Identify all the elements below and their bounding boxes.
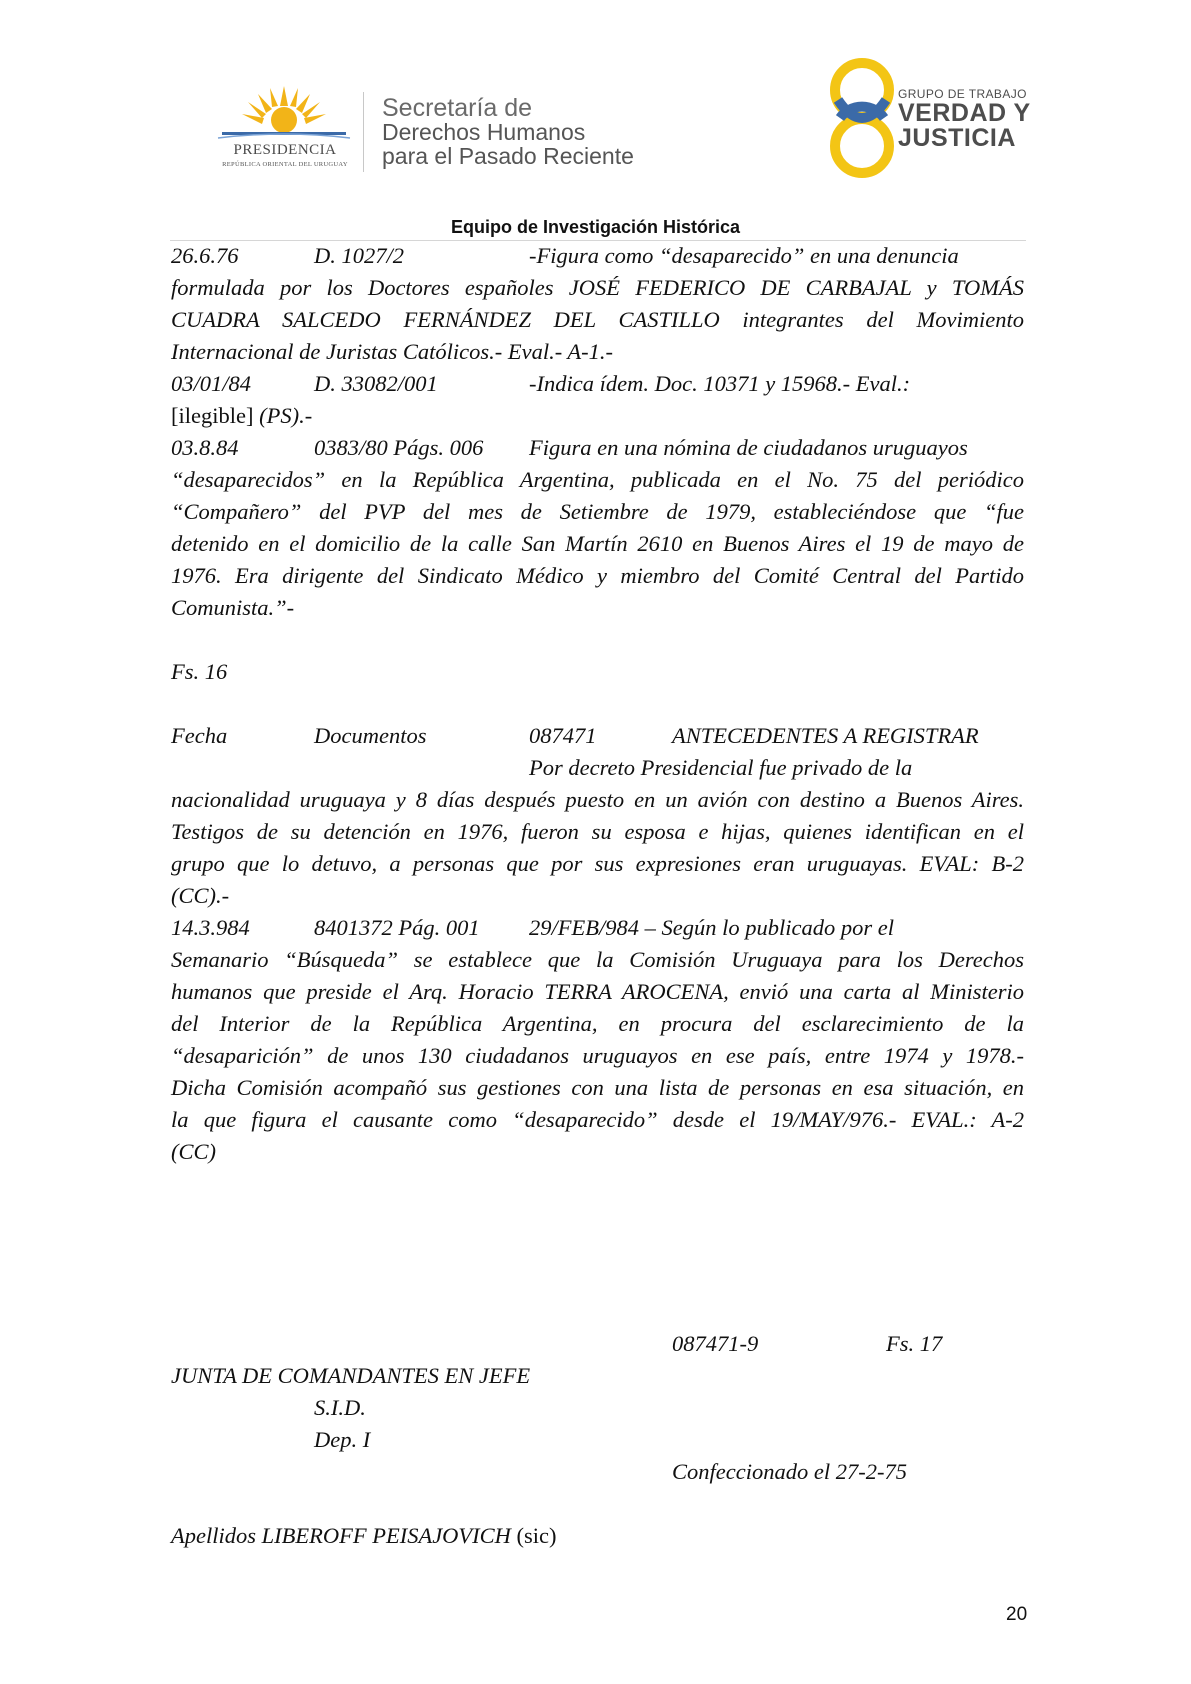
- entry3-line6: Comunista.”-: [171, 595, 295, 620]
- confeccionado-date: Confeccionado el 27-2-75: [672, 1459, 907, 1484]
- folio-17: Fs. 17: [886, 1331, 943, 1356]
- para1-line1: Por decreto Presidencial fue privado de la: [529, 755, 913, 780]
- dep-heading: Dep. I: [314, 1427, 371, 1452]
- entry4-line1: 29/FEB/984 – Según lo publicado por el: [529, 915, 894, 940]
- entry4-doc: 8401372 Pág. 001: [314, 915, 480, 940]
- verdad-justicia-text: [898, 87, 1031, 151]
- entry3-line5: 1976. Era dirigente del Sindicato Médico y miembro del Comité Central del Partido: [171, 563, 1024, 588]
- entry2-line1: -Indica ídem. Doc. 10371 y 15968.- Eval.:: [529, 371, 911, 396]
- entry4-line4: del Interior de la República Argentina, en procura del esclarecimiento de la: [171, 1011, 1024, 1036]
- entry3-line3: “Compañero” del PVP del mes de Setiembre de 1979, estableciéndose que “fue: [171, 499, 1024, 524]
- entry3-line1: Figura en una nómina de ciudadanos uruguayos: [529, 435, 968, 460]
- entry3-line4: detenido en el domicilio de la calle San Martín 2610 en Buenos Aires el 19 de mayo de: [171, 531, 1024, 556]
- entry3-line2: “desaparecidos” en la República Argentina, publicada en el No. 75 del periódico: [171, 467, 1024, 492]
- col-number: 087471: [529, 723, 597, 748]
- entry4-line7: la que figura el causante como “desaparecido” desde el 19/MAY/976.- EVAL.: A-2: [171, 1107, 1024, 1132]
- entry2-line2-rest: (PS).-: [253, 403, 313, 428]
- entry2-date: 03/01/84: [171, 371, 252, 396]
- entry4-line8: (CC): [171, 1139, 216, 1164]
- entry3-doc: 0383/80 Págs. 006: [314, 435, 484, 460]
- record-number: 087471-9: [672, 1331, 759, 1356]
- entry4-line2: Semanario “Búsqueda” se establece que la Comisión Uruguaya para los Derechos: [171, 947, 1024, 972]
- sid-heading: S.I.D.: [314, 1395, 366, 1420]
- illegible-note: [ilegible]: [171, 403, 254, 428]
- entry4-line5: “desaparición” de unos 130 ciudadanos uruguayos en ese país, entre 1974 y 1978.-: [171, 1043, 1024, 1068]
- gtvj-line1: GRUPO DE TRABAJO: [898, 87, 1027, 101]
- entry1-line3: CUADRA SALCEDO FERNÁNDEZ DEL CASTILLO integrantes del Movimiento: [171, 307, 1024, 332]
- gtvj-line3: JUSTICIA: [898, 124, 1016, 152]
- entry4-line3: humanos que preside el Arq. Horacio TERRA AROCENA, envió una carta al Ministerio: [171, 979, 1024, 1004]
- entry1-line4: Internacional de Juristas Católicos.- Eval.- A-1.-: [171, 339, 614, 364]
- para1-line2: nacionalidad uruguaya y 8 días después puesto en un avión con destino a Buenos Aires.: [171, 787, 1024, 812]
- entry4-line6: Dicha Comisión acompañó sus gestiones con una lista de personas en esa situación, en: [171, 1075, 1024, 1100]
- col-documentos: Documentos: [314, 723, 427, 748]
- page-number: 20: [1006, 1604, 1028, 1625]
- folio-16: Fs. 16: [171, 659, 228, 684]
- apellidos-text: Apellidos LIBEROFF PEISAJOVICH: [171, 1523, 511, 1548]
- para1-line3: Testigos de su detención en 1976, fueron su esposa e hijas, quienes identifican en el: [171, 819, 1024, 844]
- col-fecha: Fecha: [171, 723, 228, 748]
- gtvj-line2: VERDAD Y: [898, 99, 1031, 127]
- col-antecedentes: ANTECEDENTES A REGISTRAR: [672, 723, 979, 748]
- secretaria-line3: para el Pasado Reciente: [382, 143, 634, 169]
- entry3-date: 03.8.84: [171, 435, 239, 460]
- secretaria-logo-text: [382, 96, 634, 168]
- sic-note: (sic): [510, 1523, 557, 1548]
- presidencia-wordmark: PRESIDENCIA: [233, 142, 337, 158]
- entry1-doc: D. 1027/2: [314, 243, 404, 268]
- para1-line5: (CC).-: [171, 883, 230, 908]
- entry2-doc: D. 33082/001: [314, 371, 438, 396]
- apellidos-line: [171, 1520, 557, 1552]
- entry1-line2: formulada por los Doctores españoles JOSÉ FEDERICO DE CARBAJAL y TOMÁS: [171, 275, 1024, 300]
- logo-divider: [363, 92, 364, 172]
- secretaria-line1: Secretaría de: [382, 94, 533, 122]
- team-title: Equipo de Investigación Histórica: [450, 217, 741, 237]
- presidencia-subtitle: REPÚBLICA ORIENTAL DEL URUGUAY: [222, 161, 348, 168]
- entry1-date: 26.6.76: [171, 243, 239, 268]
- para1-line4: grupo que lo detuvo, a personas que por sus expresiones eran uruguayas. EVAL: B-2: [171, 851, 1024, 876]
- entry1-line1: -Figura como “desaparecido” en una denuncia: [529, 243, 959, 268]
- secretaria-line2: Derechos Humanos: [382, 119, 586, 145]
- entry2-line2: [171, 400, 312, 432]
- entry4-date: 14.3.984: [171, 915, 250, 940]
- junta-heading: JUNTA DE COMANDANTES EN JEFE: [171, 1363, 531, 1388]
